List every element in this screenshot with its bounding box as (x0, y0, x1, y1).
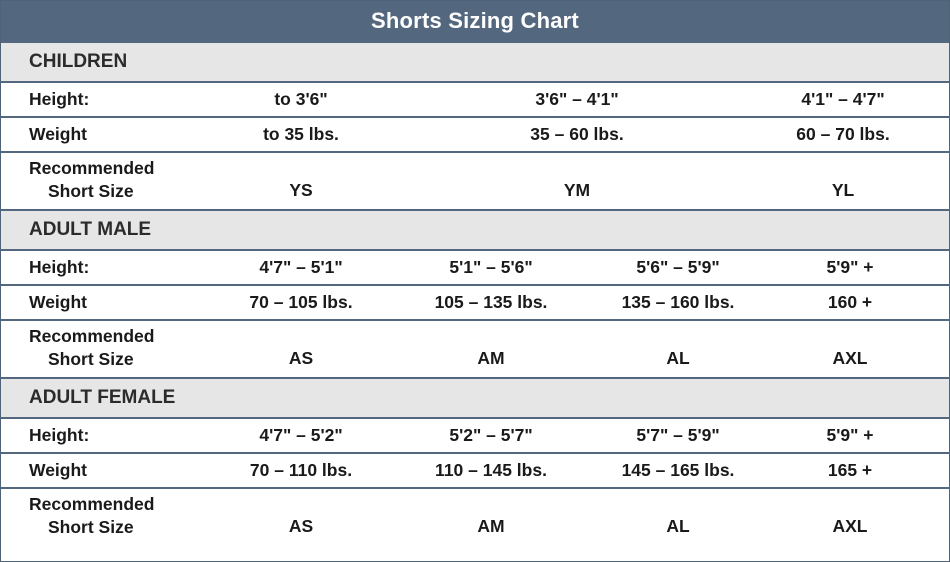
height-label: Height: (29, 257, 90, 277)
recommended-label-line1: Recommended (29, 158, 155, 178)
recommended-size-label (29, 157, 154, 203)
size-cell: AXL (832, 348, 868, 368)
children-weight-row (1, 116, 949, 151)
size-cell: YS (289, 180, 313, 200)
size-cell: YL (831, 180, 855, 200)
size-cell: AL (666, 348, 690, 368)
size-cell: AS (288, 516, 314, 536)
adult-male-height-row (1, 249, 949, 284)
recommended-size-label (29, 325, 154, 371)
height-cell: 3'6" – 4'1" (535, 89, 619, 109)
weight-cell: 165 + (827, 460, 873, 480)
recommended-label-line1: Recommended (29, 494, 155, 514)
height-cell: 5'9" + (826, 425, 874, 445)
weight-cell: 135 – 160 lbs. (621, 292, 735, 312)
weight-cell: 35 – 60 lbs. (530, 124, 624, 144)
height-cell: 4'1" – 4'7" (801, 89, 885, 109)
weight-cell: 60 – 70 lbs. (796, 124, 890, 144)
weight-cell: 70 – 110 lbs. (249, 460, 353, 480)
weight-cell: 110 – 145 lbs. (435, 460, 547, 480)
height-cell: 5'2" – 5'7" (449, 425, 533, 445)
recommended-label-line1: Recommended (29, 326, 155, 346)
height-cell: 5'7" – 5'9" (636, 425, 720, 445)
height-cell: 4'7" – 5'2" (259, 425, 343, 445)
adult-male-weight-row (1, 284, 949, 319)
weight-cell: to 35 lbs. (263, 124, 339, 144)
height-label: Height: (29, 425, 90, 445)
height-cell: 5'6" – 5'9" (636, 257, 720, 277)
section-header-adult-female: ADULT FEMALE (1, 377, 949, 417)
adult-male-size-row (1, 319, 949, 377)
recommended-size-label (29, 493, 154, 539)
adult-female-weight-row (1, 452, 949, 487)
size-cell: AM (477, 516, 505, 536)
recommended-label-line2: Short Size (48, 349, 134, 369)
size-cell: AL (666, 516, 690, 536)
section-header-adult-male: ADULT MALE (1, 209, 949, 249)
height-cell: to 3'6" (274, 89, 328, 109)
adult-female-height-row (1, 417, 949, 452)
size-cell: YM (563, 180, 591, 200)
size-cell: AS (288, 348, 314, 368)
section-header-children: CHILDREN (1, 41, 949, 81)
weight-label: Weight (29, 124, 88, 144)
recommended-label-line2: Short Size (48, 181, 134, 201)
weight-label: Weight (29, 460, 88, 480)
weight-cell: 70 – 105 lbs. (249, 292, 353, 312)
adult-female-size-row (1, 487, 949, 545)
height-cell: 5'1" – 5'6" (449, 257, 533, 277)
size-cell: AM (477, 348, 505, 368)
height-label: Height: (29, 89, 90, 109)
size-cell: AXL (832, 516, 868, 536)
recommended-label-line2: Short Size (48, 517, 134, 537)
children-height-row (1, 81, 949, 116)
weight-cell: 145 – 165 lbs. (621, 460, 735, 480)
weight-label: Weight (29, 292, 88, 312)
chart-title: Shorts Sizing Chart (1, 1, 949, 41)
weight-cell: 160 + (827, 292, 873, 312)
height-cell: 4'7" – 5'1" (259, 257, 343, 277)
weight-cell: 105 – 135 lbs. (434, 292, 548, 312)
height-cell: 5'9" + (826, 257, 874, 277)
children-size-row (1, 151, 949, 209)
